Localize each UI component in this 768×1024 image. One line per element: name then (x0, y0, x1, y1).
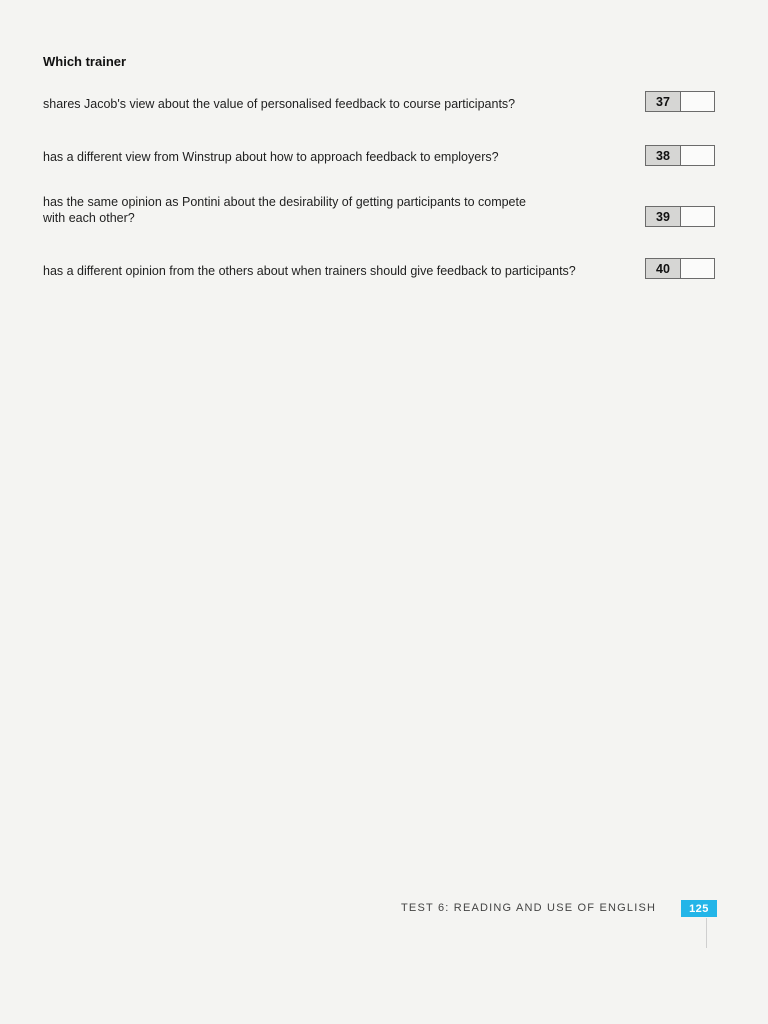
page-number-badge: 125 (681, 900, 717, 917)
footer-section-title: TEST 6: READING AND USE OF ENGLISH (401, 902, 657, 914)
question-number-38: 38 (646, 146, 681, 165)
question-39-text (43, 194, 633, 226)
question-39-line-2: with each other? (43, 211, 135, 225)
answer-box-38[interactable] (681, 146, 714, 165)
page-edge-rule (706, 918, 707, 948)
answer-box-37[interactable] (681, 92, 714, 111)
answer-box-40[interactable] (681, 259, 714, 278)
answer-40 (645, 258, 715, 279)
question-39-line-1: has the same opinion as Pontini about the desirability of getting participants to compete (43, 195, 526, 209)
question-40-text: has a different opinion from the others about when trainers should give feedback to participants? (43, 264, 576, 278)
section-heading: Which trainer (43, 54, 127, 69)
question-38-text: has a different view from Winstrup about how to approach feedback to employers? (43, 150, 499, 164)
question-number-40: 40 (646, 259, 681, 278)
answer-39 (645, 206, 715, 227)
question-number-37: 37 (646, 92, 681, 111)
answer-38 (645, 145, 715, 166)
answer-37 (645, 91, 715, 112)
answer-box-39[interactable] (681, 207, 714, 226)
question-number-39: 39 (646, 207, 681, 226)
question-37-text: shares Jacob's view about the value of personalised feedback to course participants? (43, 97, 516, 111)
